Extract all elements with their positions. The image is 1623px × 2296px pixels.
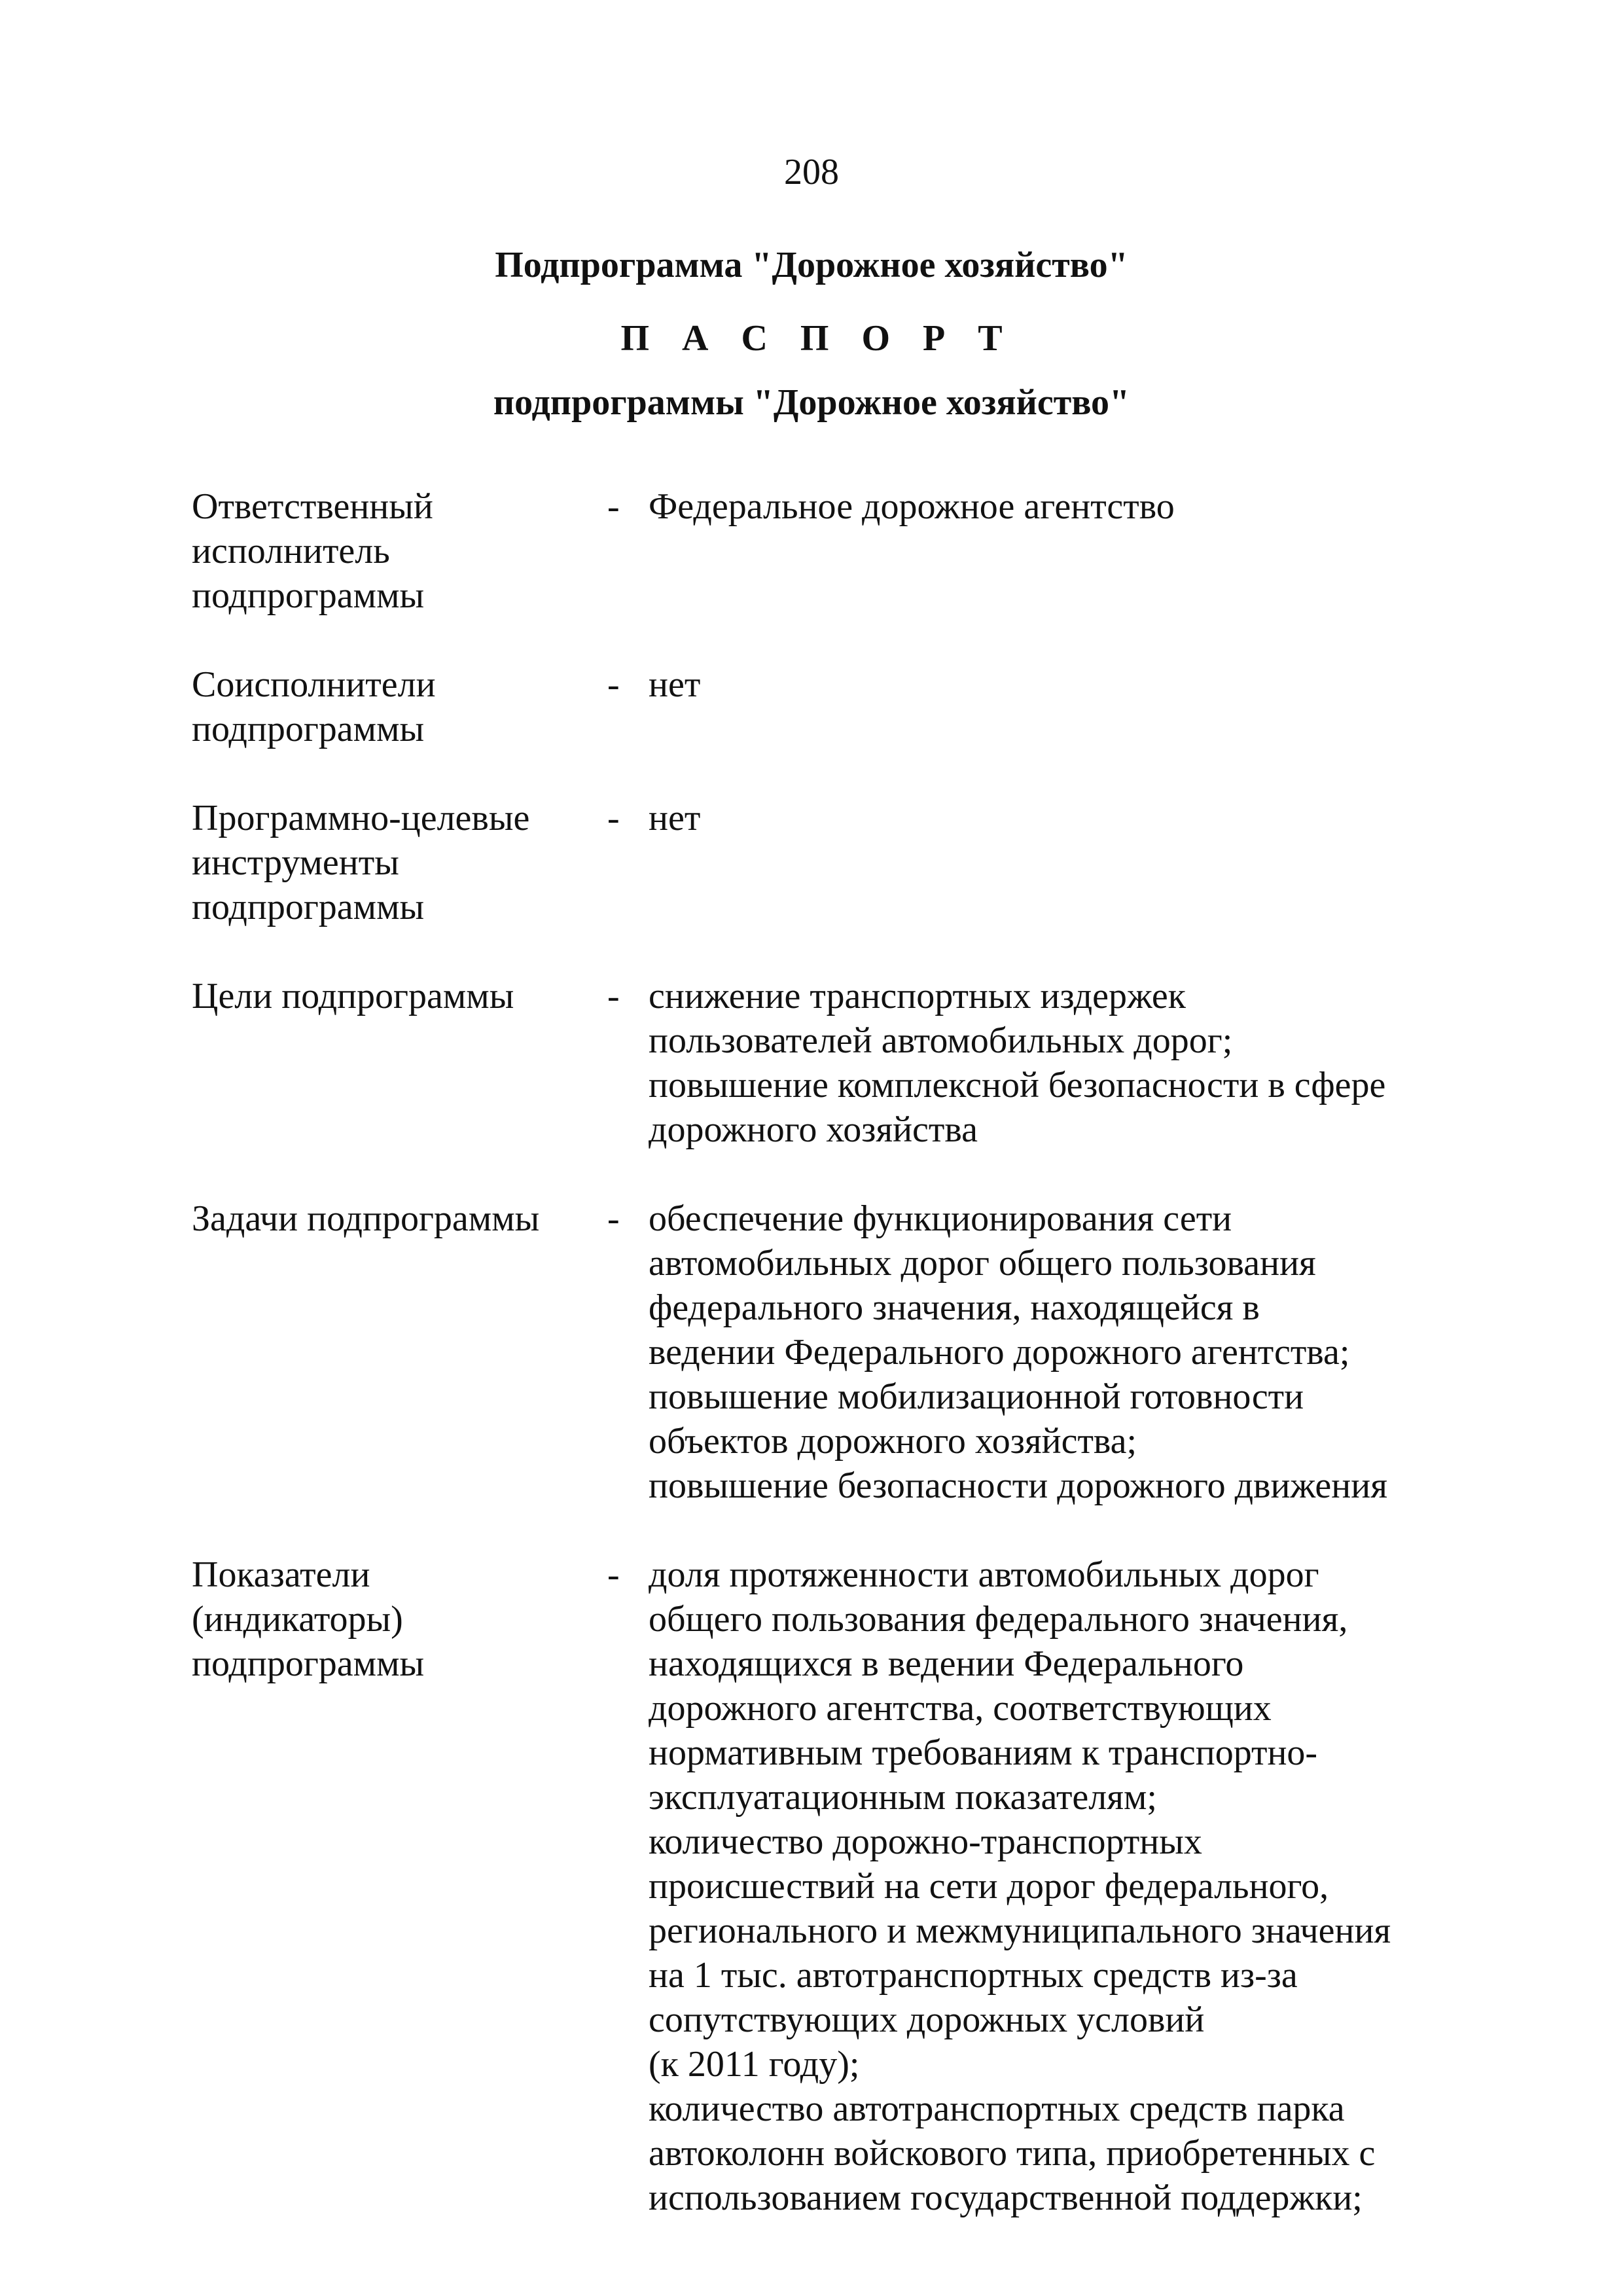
passport-table: [192, 484, 1448, 2265]
row-value: обеспечение функционирования сети автомобильных дорог общего пользования федерального значения, находящейся в ведении Федерального дорожного агентства; повышение мобилизационной готовности объектов дорожного хозяйства; повышение безопасности дорожного движения: [649, 1198, 1387, 1506]
passport-row-target-instruments: [192, 796, 1448, 929]
passport-row-goals: [192, 974, 1448, 1152]
row-dash: -: [607, 798, 620, 838]
passport-row-co-executors: [192, 662, 1448, 751]
passport-title: П А С П О Р Т: [620, 318, 1014, 359]
passport-row-indicators: [192, 1552, 1448, 2220]
subprogram-title: Подпрограмма "Дорожное хозяйство": [495, 245, 1128, 285]
row-label: Цели подпрограммы: [192, 976, 514, 1016]
row-dash: -: [607, 1198, 620, 1239]
row-label: Показатели (индикаторы) подпрограммы: [192, 1554, 425, 1684]
page-number: 208: [784, 152, 839, 192]
row-dash: -: [607, 1554, 620, 1595]
passport-subtitle: подпрограммы "Дорожное хозяйство": [493, 382, 1130, 423]
row-label: Соисполнители подпрограммы: [192, 664, 436, 749]
row-value: снижение транспортных издержек пользователей автомобильных дорог; повышение комплексной безопасности в сфере дорожного хозяйства: [649, 976, 1386, 1150]
passport-row-tasks: [192, 1196, 1448, 1508]
row-label: Ответственный исполнитель подпрограммы: [192, 486, 433, 616]
row-value: нет: [649, 664, 701, 705]
row-value: доля протяженности автомобильных дорог общего пользования федерального значения, находящихся в ведении Федерального дорожного агентства, соответствующих нормативным требованиям к транспортно- эксплуатационным показателям; количество дорожно-транспортных происшествий на сети дорог федерального, регионального и межмуниципального значения на 1 тыс. автотранспортных средств из-за сопутствующих дорожных условий (к 2011 году); количество автотранспортных средств парка автоколонн войскового типа, приобретенных с использованием государственной поддержки;: [649, 1554, 1391, 2218]
row-dash: -: [607, 664, 620, 705]
row-label: Программно-целевые инструменты подпрограммы: [192, 798, 530, 927]
row-value: Федеральное дорожное агентство: [649, 486, 1175, 527]
passport-row-responsible-executor: [192, 484, 1448, 618]
row-dash: -: [607, 976, 620, 1016]
row-value: нет: [649, 798, 701, 838]
row-label: Задачи подпрограммы: [192, 1198, 540, 1239]
row-dash: -: [607, 486, 620, 527]
